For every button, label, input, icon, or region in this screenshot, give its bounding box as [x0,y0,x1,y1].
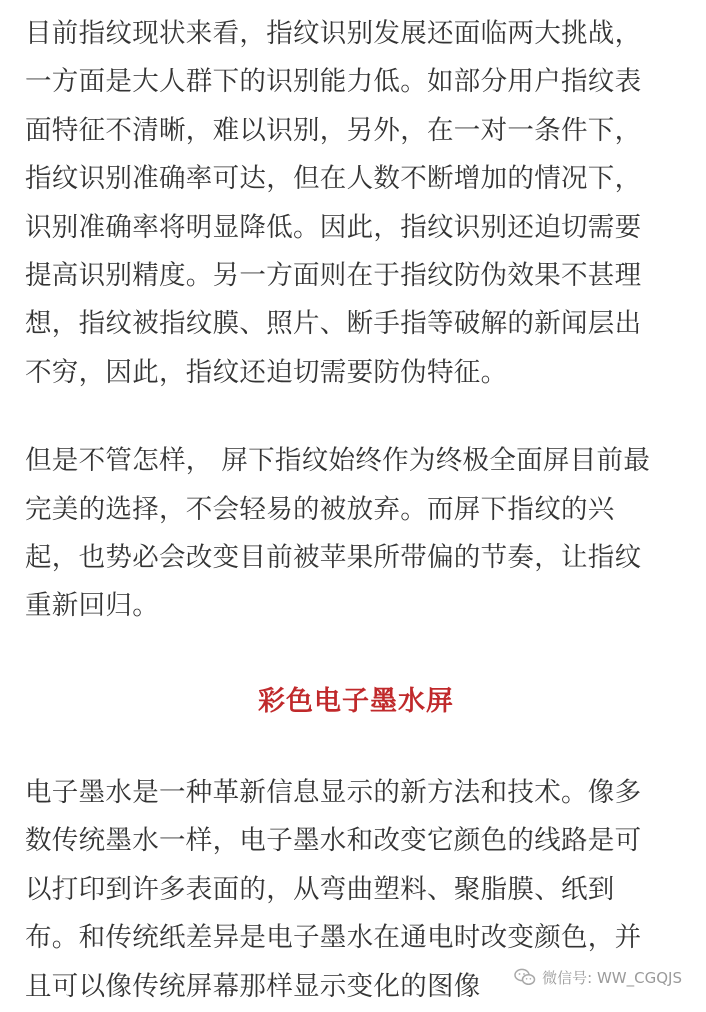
text-line: 指纹识别准确率可达，但在人数不断增加的情况下， [25,163,642,195]
text-line: 且可以像传统屏幕那样显示变化的图像 [25,970,481,1002]
text-line: 电子墨水是一种革新信息显示的新方法和技术。像多 [25,776,642,808]
paragraph-fingerprint-challenges [25,10,687,397]
text-line: 起，也势必会改变目前被苹果所带偏的节奏，让指纹 [25,542,642,574]
wechat-watermark [508,962,686,992]
text-line: 重新回归。 [25,590,159,622]
text-line: 以打印到许多表面的，从弯曲塑料、聚脂膜、纸到 [25,873,615,905]
watermark-text: 微信号: WW_CGQJS [542,968,682,987]
text-line: 数传统墨水一样，电子墨水和改变它颜色的线路是可 [25,825,642,857]
text-line: 目前指纹现状来看，指纹识别发展还面临两大挑战， [25,18,642,49]
section-title: 彩色电子墨水屏 [258,685,454,717]
text-line: 识别准确率将明显降低。因此，指纹识别还迫切需要 [25,211,642,243]
text-line: 布。和传统纸差异是电子墨水在通电时改变颜色，并 [25,922,642,954]
text-line: 提高识别精度。另一方面则在于指纹防伪效果不甚理 [25,260,642,292]
text-line: 一方面是大人群下的识别能力低。如部分用户指纹表 [25,66,642,98]
paragraph-under-screen-fingerprint [25,437,687,631]
text-line: 完美的选择，不会轻易的被放弃。而屏下指纹的兴 [25,493,615,525]
article-body [25,10,687,1011]
text-line: 但是不管怎样， 屏下指纹始终作为终极全面屏目前最 [25,445,651,477]
text-line: 想，指纹被指纹膜、照片、断手指等破解的新闻层出 [25,308,642,340]
text-line: 不穷，因此，指纹还迫切需要防伪特征。 [25,356,508,388]
wechat-icon [514,968,536,986]
text-line: 面特征不清晰，难以识别，另外，在一对一条件下， [25,114,642,146]
